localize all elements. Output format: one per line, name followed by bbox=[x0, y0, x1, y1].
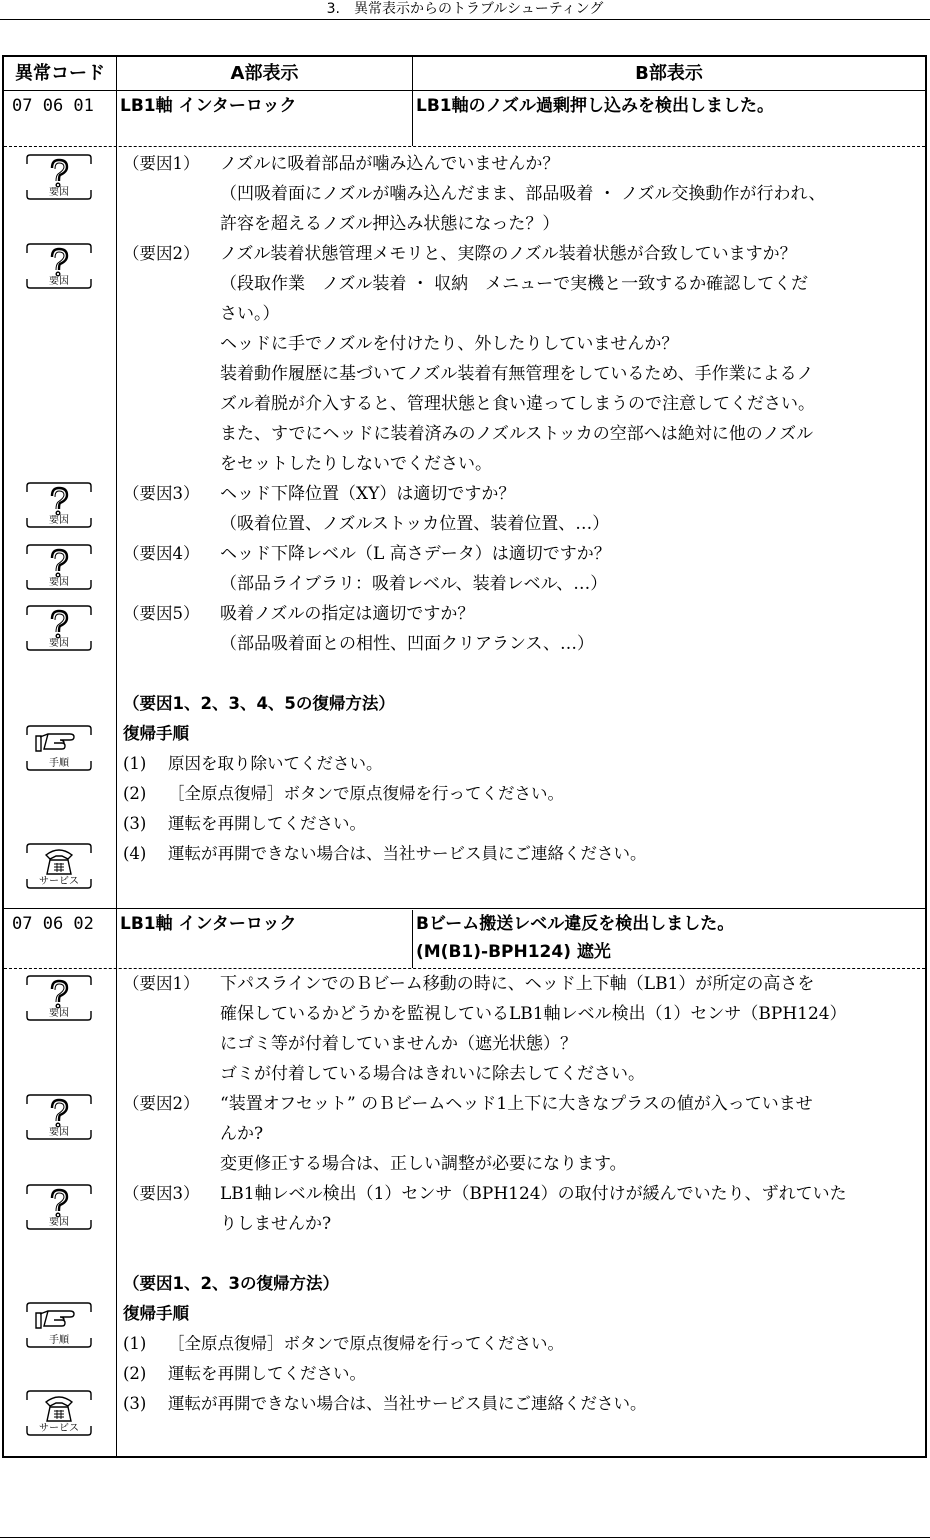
cause-text: ズル着脱が介入すると、管理状態と食い違ってしまうので注意してください。 bbox=[220, 394, 815, 414]
hand-cuff bbox=[36, 736, 41, 751]
recovery-title: （要因1、2、3、4、5の復帰方法） bbox=[123, 694, 395, 713]
page-header: 3. 異常表示からのトラブルシューティング bbox=[326, 1, 604, 17]
step-text: ［全原点復帰］ボタンで原点復帰を行ってください。 bbox=[168, 784, 564, 803]
cause-text: 確保しているかどうかを監視しているLB1軸レベル検出（1）センサ（BPH124） bbox=[220, 1004, 847, 1024]
procedure-step bbox=[123, 1329, 564, 1359]
cause-text: にゴミ等が付着していませんか（遮光状態）？ bbox=[220, 1034, 577, 1054]
cause-label: （要因3） bbox=[123, 1184, 200, 1203]
step-number: (2) bbox=[123, 1364, 147, 1383]
cause-label: （要因1） bbox=[123, 974, 200, 993]
cause-question-icon bbox=[24, 605, 94, 651]
step-number: (4) bbox=[123, 844, 147, 863]
cause-text: （吸着位置、ノズルストッカ位置、装着位置、…） bbox=[220, 514, 610, 534]
service-phone-icon bbox=[24, 843, 94, 889]
header-rule-bottom bbox=[4, 90, 925, 91]
header-b-display: B部表示 bbox=[635, 63, 703, 84]
cause-text: 変更修正する場合は、正しい調整が必要になります。 bbox=[220, 1154, 627, 1174]
cause-text: 装着動作履歴に基づいてノズル装着有無管理をしているため、手作業によるノ bbox=[220, 364, 814, 384]
cause-label: （要因4） bbox=[123, 544, 200, 563]
icon-label: 要因 bbox=[49, 1217, 69, 1228]
cause-question-icon bbox=[24, 544, 94, 590]
procedure-step bbox=[123, 1359, 366, 1389]
cause-label: （要因1） bbox=[123, 154, 200, 173]
cause-text: （部品吸着面との相性、凹面クリアランス、…） bbox=[220, 634, 594, 654]
icon-label: 手順 bbox=[49, 1335, 69, 1346]
error-code-table bbox=[2, 55, 927, 1458]
phone-keypad bbox=[54, 1410, 64, 1419]
cause-text: さい。） bbox=[220, 304, 280, 324]
header-rule bbox=[0, 19, 930, 20]
icon-label: 要因 bbox=[49, 515, 69, 526]
header-a-display: A部表示 bbox=[230, 63, 299, 84]
procedure-hand-icon bbox=[24, 1302, 94, 1348]
pointing-hand bbox=[40, 734, 74, 749]
step-number: (1) bbox=[123, 1334, 147, 1353]
cause-label: （要因2） bbox=[123, 1094, 200, 1113]
header-error-code: 異常コード bbox=[15, 63, 105, 84]
step-number: (1) bbox=[123, 754, 147, 773]
cause-text: （段取作業 ノズル装着 ・ 収納 メニューで実機と一致するか確認してくだ bbox=[220, 274, 809, 294]
icon-label: サービス bbox=[39, 1423, 79, 1434]
icon-label: 要因 bbox=[49, 1008, 69, 1019]
b-display-text: LB1軸のノズル過剰押し込みを検出しました。 bbox=[416, 96, 774, 116]
cause-label: （要因3） bbox=[123, 484, 200, 503]
cause-text: んか? bbox=[220, 1124, 264, 1144]
cause-question-icon bbox=[24, 482, 94, 528]
procedure-title: 復帰手順 bbox=[123, 724, 189, 743]
cause-text: ノズル装着状態管理メモリと、実際のノズル装着状態が合致していますか？ bbox=[220, 244, 797, 264]
column-divider bbox=[116, 57, 117, 1456]
step-text: 原因を取り除いてください。 bbox=[168, 754, 383, 773]
a-display-text: LB1軸 インターロック bbox=[120, 96, 297, 116]
error-code: 07 06 01 bbox=[12, 96, 94, 116]
phone-keypad bbox=[54, 863, 64, 872]
b-display-text: (M(B1)-BPH124) 遮光 bbox=[416, 942, 611, 962]
cause-question-icon bbox=[24, 1094, 94, 1140]
cause-text: ゴミが付着している場合はきれいに除去してください。 bbox=[220, 1064, 645, 1084]
error-code: 07 06 02 bbox=[12, 914, 94, 934]
cause-text: りしませんか? bbox=[220, 1214, 332, 1234]
icon-label: サービス bbox=[39, 876, 79, 887]
cause-text: 許容を超えるノズル押込み状態になった？） bbox=[220, 214, 560, 234]
cause-text: また、すでにヘッドに装着済みのノズルストッカの空部へは絶対に他のノズル bbox=[220, 424, 814, 444]
procedure-title: 復帰手順 bbox=[123, 1304, 189, 1323]
cause-text: ヘッド下降位置（XY）は適切ですか？ bbox=[220, 484, 516, 504]
cause-text: をセットしたりしないでください。 bbox=[220, 454, 492, 474]
step-number: (2) bbox=[123, 784, 147, 803]
icon-label: 手順 bbox=[49, 758, 69, 769]
phone-handset bbox=[46, 850, 72, 859]
step-text: 運転が再開できない場合は、当社サービス員にご連絡ください。 bbox=[168, 844, 647, 863]
procedure-step bbox=[123, 749, 383, 779]
icon-label: 要因 bbox=[49, 577, 69, 588]
cause-text: 吸着ノズルの指定は適切ですか？ bbox=[220, 604, 475, 624]
step-number: (3) bbox=[123, 1394, 147, 1413]
cause-text: （凹吸着面にノズルが噛み込んだまま、部品吸着 ・ ノズル交換動作が行われ、 bbox=[220, 184, 826, 204]
procedure-step bbox=[123, 839, 647, 869]
cause-text: ノズルに吸着部品が噛み込んでいませんか？ bbox=[220, 154, 560, 174]
phone-handset bbox=[46, 1397, 72, 1406]
cause-question-icon bbox=[24, 154, 94, 200]
procedure-step bbox=[123, 1389, 647, 1419]
cause-question-icon bbox=[24, 975, 94, 1021]
cause-text: （部品ライブラリ：吸着レベル、装着レベル、…） bbox=[220, 574, 608, 594]
recovery-title: （要因1、2、3の復帰方法） bbox=[123, 1274, 339, 1293]
procedure-step bbox=[123, 809, 366, 839]
icon-label: 要因 bbox=[49, 638, 69, 649]
step-text: 運転を再開してください。 bbox=[168, 1364, 366, 1383]
step-text: ［全原点復帰］ボタンで原点復帰を行ってください。 bbox=[168, 1334, 564, 1353]
hand-cuff bbox=[36, 1313, 41, 1328]
cause-label: （要因5） bbox=[123, 604, 200, 623]
block-separator bbox=[4, 908, 925, 909]
a-display-text: LB1軸 インターロック bbox=[120, 914, 297, 934]
column-divider bbox=[412, 910, 413, 968]
cause-question-icon bbox=[24, 1184, 94, 1230]
procedure-hand-icon bbox=[24, 725, 94, 771]
procedure-step bbox=[123, 779, 564, 809]
icon-label: 要因 bbox=[49, 276, 69, 287]
pointing-hand bbox=[40, 1311, 74, 1326]
service-phone-icon bbox=[24, 1390, 94, 1436]
step-number: (3) bbox=[123, 814, 147, 833]
dashed-separator bbox=[4, 146, 925, 147]
icon-label: 要因 bbox=[49, 187, 69, 198]
icon-label: 要因 bbox=[49, 1127, 69, 1138]
cause-text: 下パスラインでのＢビーム移動の時に、ヘッド上下軸（LB1）が所定の高さを bbox=[220, 974, 815, 994]
b-display-text: Bビーム搬送レベル違反を検出しました。 bbox=[416, 914, 735, 934]
step-text: 運転を再開してください。 bbox=[168, 814, 366, 833]
cause-text: LB1軸レベル検出（1）センサ（BPH124）の取付けが緩んでいたり、ずれていた bbox=[220, 1184, 847, 1204]
cause-text: ヘッドに手でノズルを付けたり、外したりしていませんか？ bbox=[220, 334, 679, 354]
cause-question-icon bbox=[24, 243, 94, 289]
cause-text: “装置オフセット” のＢビームヘッド1上下に大きなプラスの値が入っていませ bbox=[220, 1094, 813, 1114]
step-text: 運転が再開できない場合は、当社サービス員にご連絡ください。 bbox=[168, 1394, 647, 1413]
cause-label: （要因2） bbox=[123, 244, 200, 263]
cause-text: ヘッド下降レベル（L 高さデータ）は適切ですか？ bbox=[220, 544, 611, 564]
footer-rule bbox=[0, 1537, 930, 1538]
